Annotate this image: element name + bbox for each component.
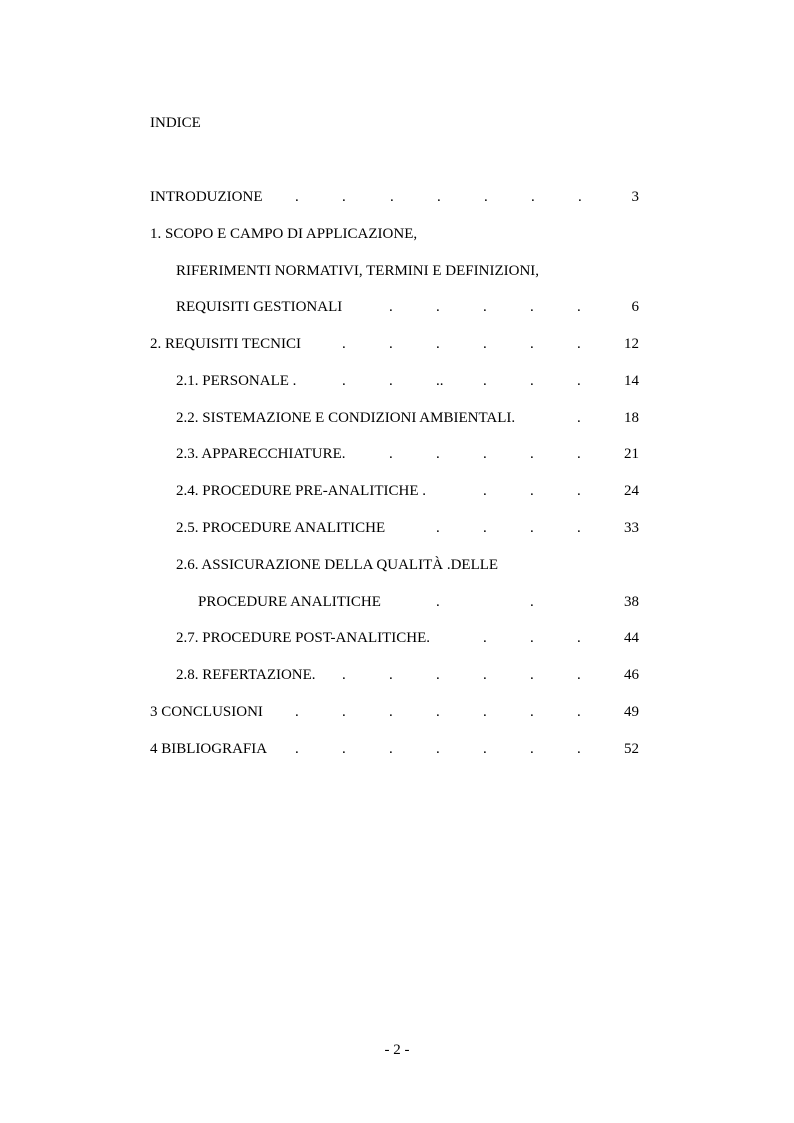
toc-leader-dot: . [577,446,581,462]
toc-leader-dot: . [389,704,393,720]
toc-entry-title: 2.7. PROCEDURE POST-ANALITICHE. [176,630,431,646]
toc-entry [0,519,794,539]
toc-leader-dot: .. [436,373,444,389]
toc-entry-page-number: 38 [624,594,639,610]
toc-leader-dot: . [342,741,346,757]
toc-leader-dot: . [577,630,581,646]
toc-leader-dot: . [577,483,581,499]
toc-leader-dot: . [577,520,581,536]
toc-leader-dot: . [389,446,393,462]
toc-leader-dot: . [483,704,487,720]
toc-entry-title: 2.5. PROCEDURE ANALITICHE [176,520,386,536]
toc-entry-page-number: 18 [624,410,639,426]
toc-leader-dot: . [295,704,299,720]
toc-entry [0,666,794,686]
toc-entry-page-number: 44 [624,630,639,646]
toc-leader-dot: . [483,630,487,646]
toc-entry-page-number: 24 [624,483,639,499]
toc-entry-title: 2.4. PROCEDURE PRE-ANALITICHE . [176,483,426,499]
toc-entry [0,262,794,282]
toc-entry-page-number: 14 [624,373,639,389]
toc-leader-dot: . [483,741,487,757]
toc-leader-dot: . [436,741,440,757]
toc-leader-dot: . [483,299,487,315]
toc-leader-dot: . [577,299,581,315]
toc-leader-dot: . [389,373,393,389]
toc-leader-dot: . [389,741,393,757]
toc-leader-dot: . [342,336,346,352]
toc-entry-title: 2.3. APPARECCHIATURE. [176,446,346,462]
toc-entry-title: 2.6. ASSICURAZIONE DELLA QUALITÀ .DELLE [176,557,499,573]
index-heading: INDICE [150,115,201,131]
toc-leader-dot: . [342,704,346,720]
toc-leader-dot: . [437,189,441,205]
toc-entry-page-number: 52 [624,741,639,757]
toc-leader-dot: . [577,336,581,352]
toc-entry [0,298,794,318]
toc-leader-dot: . [389,667,393,683]
toc-leader-dot: . [577,667,581,683]
toc-leader-dot: . [390,189,394,205]
toc-leader-dot: . [530,594,534,610]
toc-leader-dot: . [530,299,534,315]
toc-entry-title: 3 CONCLUSIONI [150,704,263,720]
toc-leader-dot: . [436,520,440,536]
toc-entry [0,335,794,355]
toc-entry [0,593,794,613]
toc-entry [0,188,794,208]
toc-leader-dot: . [531,189,535,205]
toc-leader-dot: . [484,189,488,205]
toc-leader-dot: . [577,704,581,720]
toc-entry-title: 4 BIBLIOGRAFIA [150,741,268,757]
toc-leader-dot: . [530,704,534,720]
toc-entry-title: INTRODUZIONE [150,189,263,205]
toc-entry [0,445,794,465]
toc-entry [0,372,794,392]
toc-entry-page-number: 3 [631,189,639,205]
toc-leader-dot: . [295,189,299,205]
toc-leader-dot: . [530,741,534,757]
toc-leader-dot: . [342,667,346,683]
toc-entry-title: RIFERIMENTI NORMATIVI, TERMINI E DEFINIZIONI, [176,263,540,279]
toc-leader-dot: . [577,373,581,389]
toc-leader-dot: . [530,667,534,683]
toc-leader-dot: . [483,373,487,389]
toc-entry-title: 2.1. PERSONALE . [176,373,297,389]
toc-entry-page-number: 49 [624,704,639,720]
toc-leader-dot: . [530,446,534,462]
toc-entry [0,740,794,760]
toc-entry [0,703,794,723]
toc-leader-dot: . [577,741,581,757]
toc-entry-page-number: 46 [624,667,639,683]
toc-leader-dot: . [530,520,534,536]
toc-entry [0,629,794,649]
toc-leader-dot: . [530,483,534,499]
toc-entry-page-number: 6 [631,299,639,315]
toc-entry [0,482,794,502]
page-footer-number: - 2 - [384,1042,410,1058]
toc-entry [0,225,794,245]
toc-entry-page-number: 33 [624,520,639,536]
toc-entry-title: REQUISITI GESTIONALI [176,299,343,315]
toc-leader-dot: . [436,594,440,610]
toc-leader-dot: . [483,446,487,462]
toc-leader-dot: . [483,483,487,499]
toc-leader-dot: . [342,189,346,205]
toc-leader-dot: . [578,189,582,205]
toc-leader-dot: . [483,520,487,536]
toc-leader-dot: . [389,299,393,315]
toc-entry-title: 2.2. SISTEMAZIONE E CONDIZIONI AMBIENTALI. [176,410,516,426]
toc-leader-dot: . [436,446,440,462]
toc-entry [0,409,794,429]
toc-entry-title: PROCEDURE ANALITICHE [198,594,381,610]
toc-entry [0,556,794,576]
toc-leader-dot: . [530,373,534,389]
toc-leader-dot: . [436,299,440,315]
toc-entry-page-number: 12 [624,336,639,352]
toc-leader-dot: . [483,336,487,352]
toc-leader-dot: . [436,667,440,683]
toc-leader-dot: . [530,630,534,646]
toc-entry-title: 1. SCOPO E CAMPO DI APPLICAZIONE, [150,226,418,242]
toc-entry-page-number: 21 [624,446,639,462]
toc-leader-dot: . [436,336,440,352]
toc-leader-dot: . [436,704,440,720]
toc-leader-dot: . [342,373,346,389]
toc-leader-dot: . [389,336,393,352]
toc-entry-title: 2.8. REFERTAZIONE. [176,667,316,683]
toc-entry-title: 2. REQUISITI TECNICI [150,336,301,352]
toc-leader-dot: . [530,336,534,352]
toc-leader-dot: . [295,741,299,757]
toc-leader-dot: . [483,667,487,683]
toc-leader-dot: . [577,410,581,426]
